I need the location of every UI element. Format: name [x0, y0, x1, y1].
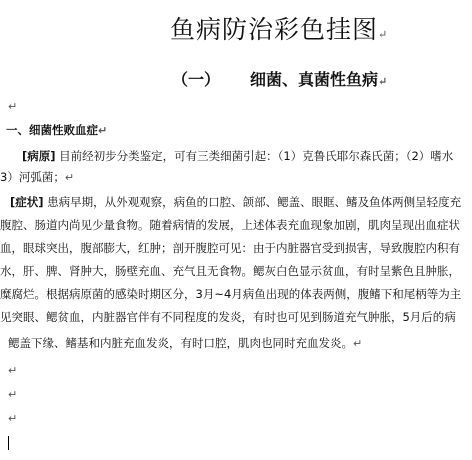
paragraph-mark: ↵ — [353, 337, 363, 350]
symptom-paragraph-line: 腹腔、肠道内尚见少量食物。随着病情的发展，上述体表充血现象加剧，肌肉呈现出血症状 — [0, 218, 460, 232]
symptom-paragraph-line: [症状] 患病早期，从外观观察，病鱼的口腔、颌部、鳃盖、眼眶、鳍及鱼体两侧呈轻度充 — [10, 195, 462, 209]
paragraph-mark: ↵ — [64, 171, 75, 184]
source-paragraph-line: 3）河弧菌；↵ — [0, 170, 75, 184]
paragraph-mark: ↵ — [8, 412, 18, 425]
symptom-paragraph-line: 水，肝、脾、肾肿大，肠壁充血、充气且无食物。鳃灰白色显示贫血，有时呈紫色且肿胀， — [0, 264, 460, 278]
paragraph-mark: ↵ — [98, 124, 108, 137]
paragraph-mark: ↵ — [8, 364, 18, 377]
document-subtitle — [172, 67, 387, 90]
symptom-paragraph-line: 血，眼球突出，腹部膨大，红肿；剖开腹腔可见：由于内脏器官受到损害，导致腹腔内积有 — [0, 241, 460, 255]
subtitle-number: （一） — [172, 70, 221, 89]
paragraph-mark: ↵ — [378, 75, 388, 88]
symptom-paragraph-line: 鳃盖下缘、鳍基和内脏充血发炎，有时口腔，肌肉也同时充血发炎。↵ — [8, 336, 363, 350]
paragraph-mark: ↵ — [8, 388, 18, 401]
symptom-label: [症状] — [10, 195, 44, 209]
subtitle-text: 细菌、真菌性鱼病 — [250, 70, 379, 89]
paragraph-mark: ↵ — [378, 28, 389, 41]
paragraph-mark: ↵ — [8, 100, 18, 113]
symptom-paragraph-line: 糜腐烂。根据病原菌的感染时期区分，3月~4月病鱼出现的体表两侧，腹鳍下和尾柄等为主 — [0, 287, 462, 301]
source-label: [病原] — [22, 149, 56, 163]
section-heading: 一、细菌性败血症↵ — [6, 123, 108, 137]
document-title: 鱼病防治彩色挂图↵ — [170, 15, 389, 44]
source-paragraph-line: [病原] 目前经初步分类鉴定，可有三类细菌引起：（1）克鲁氏耶尔森氏菌；（2）嗜水 — [22, 149, 454, 163]
text-cursor[interactable] — [8, 436, 9, 450]
symptom-paragraph-line: 见突眼、鳃贫血，内脏器官伴有不同程度的发炎，有时也可见到肠道充气肿胀，5月后的病 — [0, 310, 456, 324]
